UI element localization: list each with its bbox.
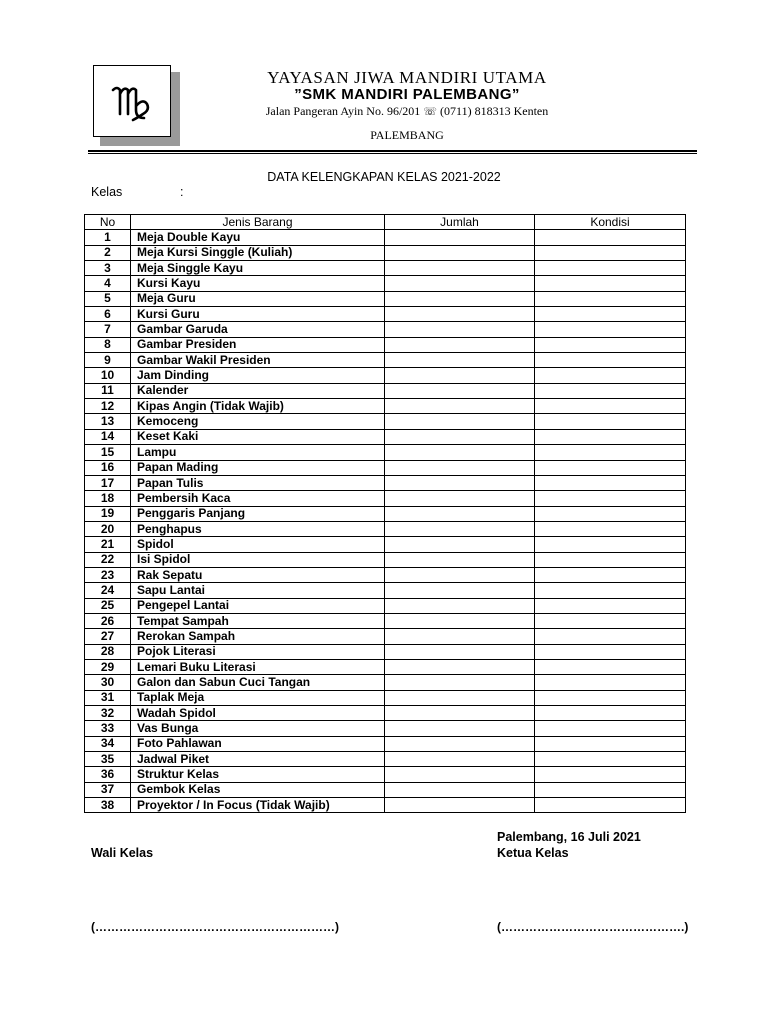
table-row (85, 644, 686, 659)
row-number: 23 (85, 567, 131, 582)
row-kondisi[interactable] (535, 706, 686, 721)
row-item: Proyektor / In Focus (Tidak Wajib) (131, 798, 385, 813)
row-number: 20 (85, 521, 131, 536)
row-item: Rak Sepatu (131, 567, 385, 582)
row-number: 8 (85, 337, 131, 352)
row-number: 3 (85, 261, 131, 276)
row-item: Lampu (131, 445, 385, 460)
row-number: 10 (85, 368, 131, 383)
row-item: Meja Singgle Kayu (131, 261, 385, 276)
row-number: 33 (85, 721, 131, 736)
row-jumlah[interactable] (385, 475, 535, 490)
table-row (85, 598, 686, 613)
row-item: Galon dan Sabun Cuci Tangan (131, 675, 385, 690)
kelas-colon: : (180, 185, 184, 199)
row-item: Penghapus (131, 521, 385, 536)
row-kondisi[interactable] (535, 598, 686, 613)
table-row (85, 567, 686, 582)
row-jumlah[interactable] (385, 690, 535, 705)
row-jumlah[interactable] (385, 706, 535, 721)
row-number: 9 (85, 353, 131, 368)
row-kondisi[interactable] (535, 613, 686, 628)
row-item: Wadah Spidol (131, 706, 385, 721)
row-kondisi[interactable] (535, 552, 686, 567)
row-number: 27 (85, 629, 131, 644)
table-row (85, 629, 686, 644)
row-number: 12 (85, 399, 131, 414)
row-kondisi[interactable] (535, 460, 686, 475)
row-jumlah[interactable] (385, 782, 535, 797)
row-jumlah[interactable] (385, 307, 535, 322)
row-kondisi[interactable] (535, 782, 686, 797)
table-row (85, 475, 686, 490)
address-phone: (0711) 818313 Kenten (440, 104, 549, 118)
virgo-symbol-icon (107, 76, 157, 126)
row-number: 4 (85, 276, 131, 291)
table-row (85, 736, 686, 751)
school-name: ”SMK MANDIRI PALEMBANG” (294, 86, 520, 103)
ketua-kelas-label: Ketua Kelas (497, 846, 569, 860)
table-row (85, 506, 686, 521)
row-number: 21 (85, 537, 131, 552)
row-jumlah[interactable] (385, 537, 535, 552)
row-item: Meja Double Kayu (131, 230, 385, 245)
row-kondisi[interactable] (535, 276, 686, 291)
row-jumlah[interactable] (385, 337, 535, 352)
table-row (85, 659, 686, 674)
row-kondisi[interactable] (535, 798, 686, 813)
row-item: Kursi Kayu (131, 276, 385, 291)
row-item: Papan Tulis (131, 475, 385, 490)
row-number: 28 (85, 644, 131, 659)
row-jumlah[interactable] (385, 629, 535, 644)
row-kondisi[interactable] (535, 399, 686, 414)
table-row (85, 307, 686, 322)
document-title: DATA KELENGKAPAN KELAS 2021-2022 (267, 170, 501, 184)
row-item: Tempat Sampah (131, 613, 385, 628)
row-item: Jadwal Piket (131, 752, 385, 767)
table-row (85, 460, 686, 475)
row-number: 25 (85, 598, 131, 613)
table-row (85, 721, 686, 736)
row-kondisi[interactable] (535, 353, 686, 368)
header-no: No (85, 215, 131, 230)
row-kondisi[interactable] (535, 521, 686, 536)
row-number: 30 (85, 675, 131, 690)
table-row (85, 261, 686, 276)
row-item: Gambar Garuda (131, 322, 385, 337)
row-jumlah[interactable] (385, 721, 535, 736)
row-kondisi[interactable] (535, 752, 686, 767)
row-item: Gembok Kelas (131, 782, 385, 797)
table-body (85, 230, 686, 813)
row-kondisi[interactable] (535, 414, 686, 429)
row-kondisi[interactable] (535, 475, 686, 490)
header-jenis-barang: Jenis Barang (131, 215, 385, 230)
row-kondisi[interactable] (535, 491, 686, 506)
row-number: 31 (85, 690, 131, 705)
row-jumlah[interactable] (385, 230, 535, 245)
row-kondisi[interactable] (535, 230, 686, 245)
row-kondisi[interactable] (535, 690, 686, 705)
row-kondisi[interactable] (535, 659, 686, 674)
row-jumlah[interactable] (385, 798, 535, 813)
header-kondisi: Kondisi (535, 215, 686, 230)
table-row (85, 445, 686, 460)
school-logo (93, 65, 171, 137)
row-kondisi[interactable] (535, 537, 686, 552)
table-row (85, 429, 686, 444)
row-item: Foto Pahlawan (131, 736, 385, 751)
header-jumlah: Jumlah (385, 215, 535, 230)
row-number: 32 (85, 706, 131, 721)
row-jumlah[interactable] (385, 767, 535, 782)
row-number: 18 (85, 491, 131, 506)
row-kondisi[interactable] (535, 675, 686, 690)
row-item: Papan Mading (131, 460, 385, 475)
row-kondisi[interactable] (535, 736, 686, 751)
row-number: 2 (85, 245, 131, 260)
telephone-icon: ☏ (423, 106, 438, 118)
row-number: 19 (85, 506, 131, 521)
row-number: 13 (85, 414, 131, 429)
table-row (85, 353, 686, 368)
row-number: 17 (85, 475, 131, 490)
row-item: Jam Dinding (131, 368, 385, 383)
row-kondisi[interactable] (535, 721, 686, 736)
row-jumlah[interactable] (385, 583, 535, 598)
row-number: 1 (85, 230, 131, 245)
row-number: 6 (85, 307, 131, 322)
table-row (85, 798, 686, 813)
row-number: 7 (85, 322, 131, 337)
row-kondisi[interactable] (535, 583, 686, 598)
row-number: 36 (85, 767, 131, 782)
row-kondisi[interactable] (535, 567, 686, 582)
table-row (85, 368, 686, 383)
table-row (85, 706, 686, 721)
row-kondisi[interactable] (535, 261, 686, 276)
row-number: 11 (85, 383, 131, 398)
table-row (85, 383, 686, 398)
table-row (85, 583, 686, 598)
row-jumlah[interactable] (385, 491, 535, 506)
row-kondisi[interactable] (535, 767, 686, 782)
row-number: 16 (85, 460, 131, 475)
row-item: Pengepel Lantai (131, 598, 385, 613)
table-row (85, 337, 686, 352)
row-jumlah[interactable] (385, 383, 535, 398)
row-kondisi[interactable] (535, 337, 686, 352)
row-jumlah[interactable] (385, 368, 535, 383)
row-number: 22 (85, 552, 131, 567)
row-jumlah[interactable] (385, 567, 535, 582)
row-item: Keset Kaki (131, 429, 385, 444)
wali-kelas-label: Wali Kelas (91, 846, 154, 860)
row-number: 14 (85, 429, 131, 444)
row-jumlah[interactable] (385, 736, 535, 751)
row-number: 15 (85, 445, 131, 460)
row-number: 26 (85, 613, 131, 628)
row-jumlah[interactable] (385, 414, 535, 429)
table-row (85, 521, 686, 536)
row-item: Taplak Meja (131, 690, 385, 705)
row-number: 5 (85, 291, 131, 306)
row-number: 29 (85, 659, 131, 674)
school-address (200, 104, 614, 119)
row-jumlah[interactable] (385, 276, 535, 291)
row-item: Kursi Guru (131, 307, 385, 322)
row-number: 34 (85, 736, 131, 751)
row-jumlah[interactable] (385, 752, 535, 767)
row-number: 37 (85, 782, 131, 797)
table-row (85, 675, 686, 690)
table-row (85, 752, 686, 767)
row-jumlah[interactable] (385, 659, 535, 674)
row-item: Kemoceng (131, 414, 385, 429)
row-jumlah[interactable] (385, 506, 535, 521)
row-jumlah[interactable] (385, 552, 535, 567)
table-row (85, 276, 686, 291)
row-item: Kalender (131, 383, 385, 398)
row-kondisi[interactable] (535, 445, 686, 460)
table-row (85, 782, 686, 797)
inventory-table (84, 214, 686, 813)
row-jumlah[interactable] (385, 429, 535, 444)
row-jumlah[interactable] (385, 399, 535, 414)
city: PALEMBANG (370, 128, 444, 142)
row-item: Penggaris Panjang (131, 506, 385, 521)
table-header-row (85, 215, 686, 230)
table-row (85, 491, 686, 506)
row-jumlah[interactable] (385, 521, 535, 536)
row-jumlah[interactable] (385, 245, 535, 260)
row-kondisi[interactable] (535, 429, 686, 444)
place-date: Palembang, 16 Juli 2021 (497, 830, 641, 844)
table-row (85, 291, 686, 306)
row-jumlah[interactable] (385, 598, 535, 613)
row-item: Kipas Angin (Tidak Wajib) (131, 399, 385, 414)
row-kondisi[interactable] (535, 368, 686, 383)
table-row (85, 690, 686, 705)
row-jumlah[interactable] (385, 675, 535, 690)
header-divider-thin (88, 153, 697, 154)
row-number: 35 (85, 752, 131, 767)
row-item: Rerokan Sampah (131, 629, 385, 644)
row-kondisi[interactable] (535, 245, 686, 260)
address-street: Jalan Pangeran Ayin No. 96/201 (265, 104, 421, 118)
table-row (85, 230, 686, 245)
row-item: Vas Bunga (131, 721, 385, 736)
row-item: Lemari Buku Literasi (131, 659, 385, 674)
row-jumlah[interactable] (385, 353, 535, 368)
signature-line-ketua: (……………………………………….) (497, 920, 689, 934)
table-row (85, 767, 686, 782)
row-item: Gambar Presiden (131, 337, 385, 352)
row-kondisi[interactable] (535, 307, 686, 322)
row-number: 38 (85, 798, 131, 813)
row-jumlah[interactable] (385, 322, 535, 337)
row-jumlah[interactable] (385, 291, 535, 306)
table-row (85, 322, 686, 337)
row-jumlah[interactable] (385, 445, 535, 460)
header-divider (88, 150, 697, 152)
row-kondisi[interactable] (535, 291, 686, 306)
table-row (85, 245, 686, 260)
row-kondisi[interactable] (535, 629, 686, 644)
table-row (85, 414, 686, 429)
row-item: Pojok Literasi (131, 644, 385, 659)
row-item: Spidol (131, 537, 385, 552)
row-item: Pembersih Kaca (131, 491, 385, 506)
row-jumlah[interactable] (385, 644, 535, 659)
org-name: YAYASAN JIWA MANDIRI UTAMA (267, 68, 547, 87)
row-jumlah[interactable] (385, 261, 535, 276)
signature-line-wali: (……………………………………………………) (91, 920, 339, 934)
table-row (85, 399, 686, 414)
table-row (85, 552, 686, 567)
row-item: Meja Kursi Singgle (Kuliah) (131, 245, 385, 260)
row-item: Meja Guru (131, 291, 385, 306)
row-kondisi[interactable] (535, 506, 686, 521)
row-jumlah[interactable] (385, 460, 535, 475)
row-number: 24 (85, 583, 131, 598)
row-item: Sapu Lantai (131, 583, 385, 598)
row-kondisi[interactable] (535, 383, 686, 398)
row-item: Isi Spidol (131, 552, 385, 567)
row-kondisi[interactable] (535, 322, 686, 337)
table-row (85, 613, 686, 628)
row-item: Struktur Kelas (131, 767, 385, 782)
row-item: Gambar Wakil Presiden (131, 353, 385, 368)
table-row (85, 537, 686, 552)
row-jumlah[interactable] (385, 613, 535, 628)
row-kondisi[interactable] (535, 644, 686, 659)
kelas-label: Kelas (91, 185, 123, 199)
